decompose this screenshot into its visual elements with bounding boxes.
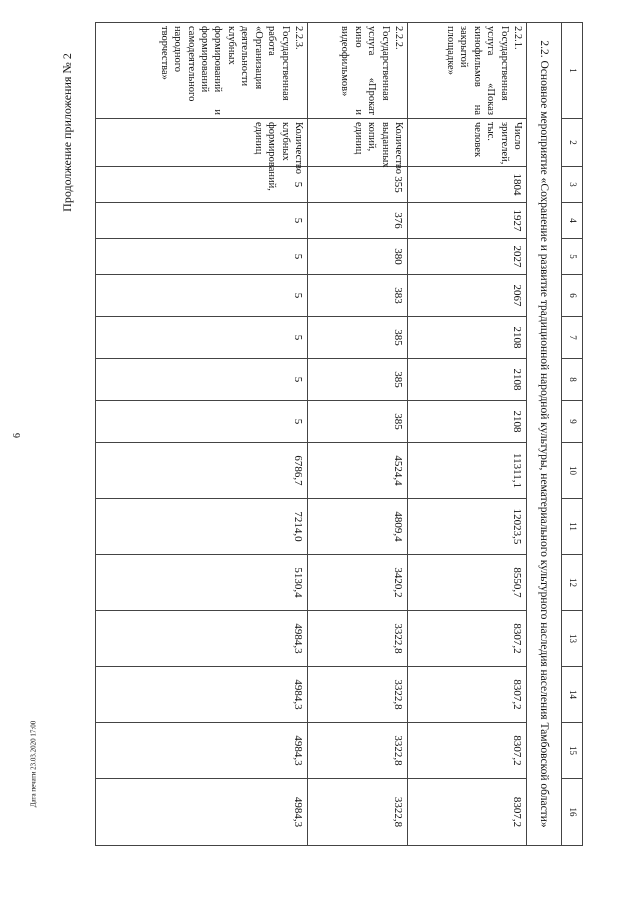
column-number-cell: 8 (562, 359, 583, 401)
value-cell: 8550,7 (408, 555, 527, 611)
appendix-heading: Продолжение приложения № 2 (59, 53, 74, 212)
column-number-cell: 2 (562, 119, 583, 167)
column-number-cell: 7 (562, 317, 583, 359)
value-cell: 2067 (408, 275, 527, 317)
section-title: 2.2. Основное мероприятие «Сохранение и развитие традиционной народной культуры, нематериального культурного наследия населения Тамбовской области» (527, 23, 562, 846)
value-cell: 385 (308, 359, 408, 401)
column-number-cell: 12 (562, 555, 583, 611)
value-cell: 5 (96, 317, 308, 359)
value-cell: 11311,1 (408, 443, 527, 499)
row-name: 2.2.1. Государственная услуга «Показ кинофильмов на закрытой площадке» (408, 23, 527, 119)
column-number-cell: 1 (562, 23, 583, 119)
page-number: 6 (12, 433, 23, 438)
column-number-cell: 3 (562, 167, 583, 203)
value-cell: 8307,2 (408, 723, 527, 779)
value-cell: 3420,2 (308, 555, 408, 611)
value-cell: 5 (96, 167, 308, 203)
column-number-cell: 14 (562, 667, 583, 723)
column-number-cell: 13 (562, 611, 583, 667)
value-cell: 4984,3 (96, 723, 308, 779)
value-cell: 8307,2 (408, 779, 527, 846)
value-cell: 376 (308, 203, 408, 239)
row-unit: Количество выданных копий, единиц (308, 119, 408, 167)
value-cell: 1804 (408, 167, 527, 203)
print-date: Дата печати 23.03.2020 17:00 (29, 720, 38, 808)
row-name: 2.2.2. Государственная услуга «Прокат кино и видеофильмов» (308, 23, 408, 119)
value-cell: 4524,4 (308, 443, 408, 499)
column-number-cell: 9 (562, 401, 583, 443)
row-unit: Число зрителей, тыс. человек (408, 119, 527, 167)
value-cell: 8307,2 (408, 667, 527, 723)
column-number-cell: 10 (562, 443, 583, 499)
value-cell: 5 (96, 239, 308, 275)
row-unit: Количество клубных формирований, единиц (96, 119, 308, 167)
column-number-cell: 6 (562, 275, 583, 317)
table-row (96, 23, 308, 846)
value-cell: 2027 (408, 239, 527, 275)
value-cell: 2108 (408, 359, 527, 401)
value-cell: 355 (308, 167, 408, 203)
value-cell: 7214,0 (96, 499, 308, 555)
column-number-cell: 5 (562, 239, 583, 275)
value-cell: 5 (96, 275, 308, 317)
column-number-cell: 4 (562, 203, 583, 239)
value-cell: 383 (308, 275, 408, 317)
value-cell: 6786,7 (96, 443, 308, 499)
program-table (95, 22, 583, 846)
value-cell: 3322,8 (308, 723, 408, 779)
value-cell: 4809,4 (308, 499, 408, 555)
value-cell: 2108 (408, 401, 527, 443)
value-cell: 5130,4 (96, 555, 308, 611)
section-row (527, 23, 562, 846)
value-cell: 4984,3 (96, 779, 308, 846)
row-name: 2.2.3. Государственная работа «Организация деятельности клубных формирований и формирований самодеятельного народного творчества» (96, 23, 308, 119)
column-number-cell: 11 (562, 499, 583, 555)
value-cell: 12023,5 (408, 499, 527, 555)
value-cell: 5 (96, 401, 308, 443)
value-cell: 2108 (408, 317, 527, 359)
value-cell: 3322,8 (308, 779, 408, 846)
table-row (308, 23, 408, 846)
column-number-cell: 15 (562, 723, 583, 779)
value-cell: 385 (308, 401, 408, 443)
table-row (408, 23, 527, 846)
rotated-table-container (95, 22, 583, 845)
column-number-row (562, 23, 583, 846)
value-cell: 1927 (408, 203, 527, 239)
column-number-cell: 16 (562, 779, 583, 846)
value-cell: 3322,8 (308, 667, 408, 723)
value-cell: 385 (308, 317, 408, 359)
value-cell: 8307,2 (408, 611, 527, 667)
value-cell: 5 (96, 359, 308, 401)
value-cell: 5 (96, 203, 308, 239)
value-cell: 3322,8 (308, 611, 408, 667)
value-cell: 380 (308, 239, 408, 275)
value-cell: 4984,3 (96, 611, 308, 667)
value-cell: 4984,3 (96, 667, 308, 723)
